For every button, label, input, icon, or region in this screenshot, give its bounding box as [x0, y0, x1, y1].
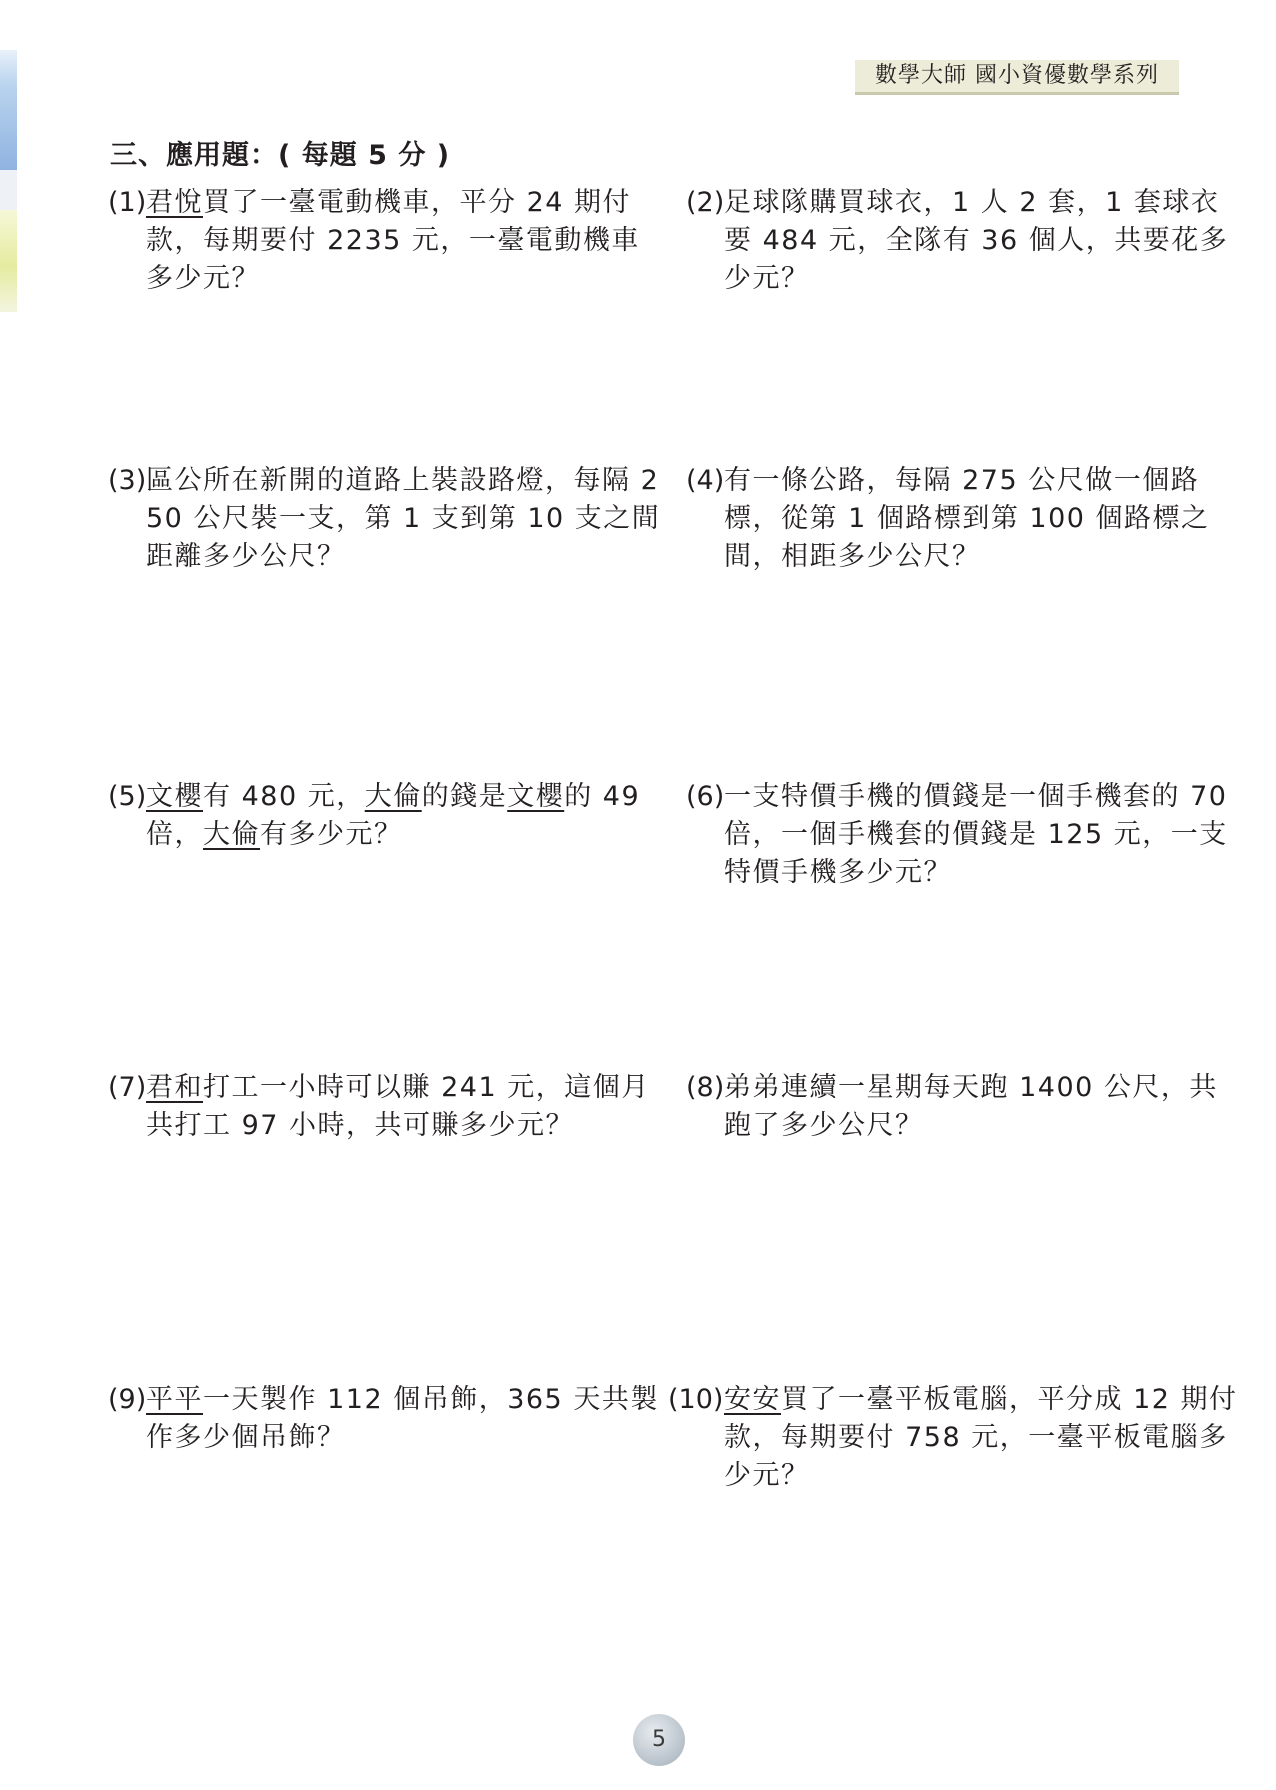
- problem-number: (8): [686, 1072, 725, 1103]
- problem-number: (9): [108, 1384, 147, 1415]
- problem-number: (1): [108, 187, 147, 218]
- problem-text: [724, 184, 1246, 298]
- problem-text-segment: 買了一臺電動機車，平分 24 期付款，每期要付 2235 元，一臺電動機車多少元？: [146, 187, 640, 294]
- underlined-name: 文櫻: [146, 781, 203, 812]
- series-label: 數學大師 國小資優數學系列: [855, 60, 1179, 95]
- problem-text: [146, 184, 668, 298]
- problem-text-segment: 的 49 倍，: [146, 781, 651, 850]
- underlined-name: 文櫻: [507, 781, 565, 812]
- problem-number: (6): [686, 781, 725, 812]
- problem-text: [146, 1069, 668, 1145]
- underlined-name: 君和: [146, 1072, 203, 1103]
- problem-text: [724, 1069, 1246, 1145]
- problem-text: [724, 462, 1246, 576]
- problem-number: (10): [668, 1384, 724, 1415]
- problem-text-segment: 買了一臺平板電腦，平分成 12 期付款，每期要付 758 元，一臺平板電腦多少元？: [724, 1384, 1238, 1491]
- underlined-name: 大倫: [203, 819, 260, 850]
- underlined-name: 平平: [146, 1384, 203, 1415]
- underlined-name: 大倫: [364, 781, 422, 812]
- problem-number: (3): [108, 465, 147, 496]
- underlined-name: 君悅: [146, 187, 203, 218]
- problem-text-segment: 弟弟連續一星期每天跑 1400 公尺，共跑了多少公尺？: [724, 1072, 1218, 1141]
- section-title: 三、應用題：( 每題 5 分 ): [110, 140, 451, 171]
- problem-text-segment: 打工一小時可以賺 241 元，這個月共打工 97 小時，共可賺多少元？: [146, 1072, 650, 1141]
- problem-text-segment: 有 480 元，: [203, 781, 365, 812]
- side-decoration: [0, 50, 17, 312]
- side-decoration-green: [0, 210, 17, 312]
- problem-text: [146, 1381, 668, 1457]
- problem-text-segment: 有一條公路，每隔 275 公尺做一個路標，從第 1 個路標到第 100 個路標之間，相距多少公尺？: [724, 465, 1210, 572]
- page-number: 5: [633, 1714, 685, 1766]
- problem-text-segment: 區公所在新開的道路上裝設路燈，每隔 250 公尺裝一支，第 1 支到第 10 支之間距離多少公尺？: [146, 465, 661, 572]
- problem-text-segment: 有多少元？: [260, 819, 403, 850]
- problem-text-segment: 足球隊購買球衣，1 人 2 套，1 套球衣要 484 元，全隊有 36 個人，共要花多少元？: [724, 187, 1229, 294]
- problem-text: [146, 778, 668, 854]
- problem-number: (2): [686, 187, 725, 218]
- problem-number: (4): [686, 465, 725, 496]
- problem-text: [724, 1381, 1246, 1495]
- side-decoration-gap: [0, 170, 17, 210]
- problem-text-segment: 一天製作 112 個吊飾，365 天共製作多少個吊飾？: [146, 1384, 659, 1453]
- underlined-name: 安安: [724, 1384, 781, 1415]
- problem-number: (5): [108, 781, 147, 812]
- problem-text: [146, 462, 668, 576]
- problem-text-segment: 的錢是: [421, 781, 508, 812]
- side-decoration-blue: [0, 50, 17, 170]
- problem-number: (7): [108, 1072, 147, 1103]
- problem-text-segment: 一支特價手機的價錢是一個手機套的 70 倍，一個手機套的價錢是 125 元，一支特價手機多少元？: [724, 781, 1238, 888]
- problem-text: [724, 778, 1246, 892]
